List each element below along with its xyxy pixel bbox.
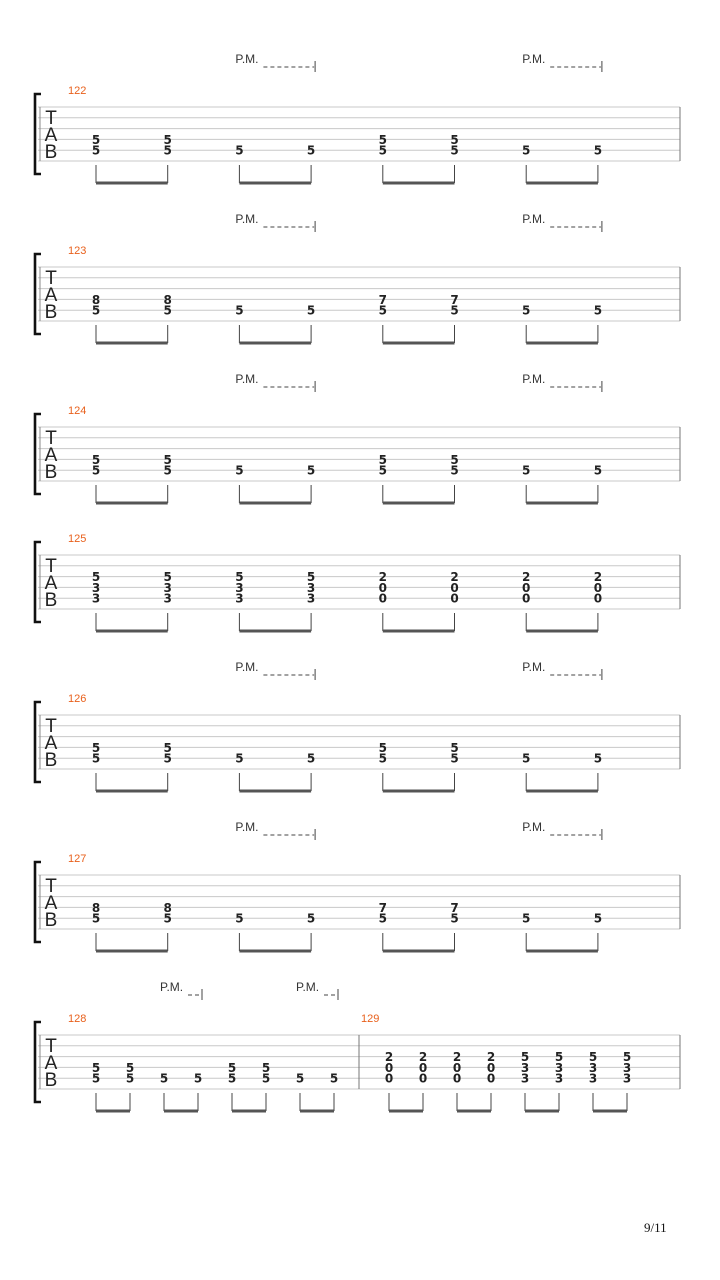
- fret-number: 5: [593, 303, 603, 318]
- fret-number: 5: [235, 303, 244, 318]
- fret-number: 5: [91, 132, 101, 147]
- fret-number: 3: [163, 580, 172, 595]
- fret-number: 2: [378, 570, 387, 585]
- fret-number: 5: [554, 1050, 564, 1065]
- measure-number: 122: [68, 85, 87, 97]
- tab-clef-letter: B: [44, 910, 58, 931]
- tab-clef-letter: A: [44, 1053, 58, 1074]
- fret-number: 7: [450, 900, 459, 915]
- fret-number: 5: [378, 303, 387, 318]
- fret-number: 5: [235, 911, 244, 926]
- fret-number: 8: [91, 900, 101, 915]
- tab-clef-letter: A: [44, 573, 58, 594]
- fret-number: 3: [554, 1060, 564, 1075]
- tab-clef-letter: A: [44, 733, 58, 754]
- fret-number: 5: [522, 463, 531, 478]
- fret-number: 5: [163, 143, 172, 158]
- palm-mute-label: P.M.: [522, 52, 546, 66]
- fret-number: 5: [227, 1071, 237, 1086]
- palm-mute-label: P.M.: [160, 980, 184, 994]
- fret-number: 5: [378, 452, 387, 467]
- fret-number: 8: [163, 292, 172, 307]
- tab-clef-letter: T: [45, 428, 57, 449]
- fret-number: 0: [486, 1071, 496, 1086]
- tab-clef-letter: B: [44, 590, 58, 611]
- fret-number: 5: [306, 570, 316, 585]
- palm-mute-label: P.M.: [235, 660, 259, 674]
- tab-clef-letter: T: [45, 108, 57, 129]
- fret-number: 5: [306, 303, 316, 318]
- fret-number: 3: [306, 591, 316, 606]
- fret-number: 2: [452, 1050, 462, 1065]
- fret-number: 3: [588, 1060, 598, 1075]
- fret-number: 5: [306, 143, 316, 158]
- fret-number: 5: [163, 911, 172, 926]
- fret-number: 5: [306, 751, 316, 766]
- fret-number: 5: [378, 143, 387, 158]
- fret-number: 5: [450, 463, 459, 478]
- tab-clef-letter: B: [44, 750, 58, 771]
- fret-number: 5: [193, 1071, 203, 1086]
- tab-clef-letter: B: [44, 1070, 58, 1091]
- fret-number: 5: [163, 132, 172, 147]
- measure-number: 129: [361, 1013, 380, 1025]
- palm-mute-label: P.M.: [522, 372, 546, 386]
- fret-number: 0: [378, 580, 387, 595]
- fret-number: 5: [593, 143, 603, 158]
- fret-number: 2: [418, 1050, 428, 1065]
- fret-number: 3: [306, 580, 316, 595]
- fret-number: 2: [522, 570, 531, 585]
- measure-number: 128: [68, 1013, 87, 1025]
- fret-number: 5: [235, 463, 244, 478]
- fret-number: 7: [378, 900, 387, 915]
- tab-clef-letter: A: [44, 125, 58, 146]
- fret-number: 5: [295, 1071, 305, 1086]
- fret-number: 5: [450, 143, 459, 158]
- fret-number: 3: [622, 1071, 632, 1086]
- palm-mute-label: P.M.: [522, 212, 546, 226]
- palm-mute-label: P.M.: [296, 980, 320, 994]
- fret-number: 5: [91, 751, 101, 766]
- fret-number: 5: [593, 463, 603, 478]
- fret-number: 2: [486, 1050, 496, 1065]
- fret-number: 5: [159, 1071, 169, 1086]
- fret-number: 2: [593, 570, 603, 585]
- fret-number: 5: [91, 740, 101, 755]
- measure-number: 125: [68, 533, 87, 545]
- fret-number: 5: [91, 463, 101, 478]
- fret-number: 0: [418, 1071, 428, 1086]
- fret-number: 3: [622, 1060, 632, 1075]
- fret-number: 5: [261, 1060, 271, 1075]
- fret-number: 8: [163, 900, 172, 915]
- fret-number: 0: [384, 1060, 394, 1075]
- fret-number: 2: [384, 1050, 394, 1065]
- measure-number: 123: [68, 245, 87, 257]
- fret-number: 3: [235, 591, 244, 606]
- fret-number: 0: [384, 1071, 394, 1086]
- fret-number: 0: [593, 580, 603, 595]
- fret-number: 5: [450, 751, 459, 766]
- palm-mute-label: P.M.: [522, 820, 546, 834]
- fret-number: 0: [486, 1060, 496, 1075]
- fret-number: 3: [163, 591, 172, 606]
- fret-number: 5: [91, 1060, 101, 1075]
- tab-clef-letter: B: [44, 142, 58, 163]
- fret-number: 0: [418, 1060, 428, 1075]
- fret-number: 5: [378, 132, 387, 147]
- fret-number: 5: [163, 751, 172, 766]
- fret-number: 5: [450, 452, 459, 467]
- fret-number: 5: [235, 143, 244, 158]
- fret-number: 5: [235, 570, 244, 585]
- palm-mute-label: P.M.: [235, 52, 259, 66]
- fret-number: 3: [235, 580, 244, 595]
- fret-number: 5: [91, 452, 101, 467]
- fret-number: 5: [163, 570, 172, 585]
- measure-number: 124: [68, 405, 87, 417]
- fret-number: 5: [125, 1060, 135, 1075]
- fret-number: 5: [378, 911, 387, 926]
- fret-number: 5: [329, 1071, 339, 1086]
- fret-number: 5: [163, 303, 172, 318]
- tab-clef-letter: T: [45, 1036, 57, 1057]
- fret-number: 5: [622, 1050, 632, 1065]
- fret-number: 5: [91, 911, 101, 926]
- fret-number: 0: [378, 591, 387, 606]
- fret-number: 5: [163, 740, 172, 755]
- tab-clef-letter: A: [44, 445, 58, 466]
- fret-number: 5: [306, 911, 316, 926]
- fret-number: 3: [520, 1060, 530, 1075]
- fret-number: 0: [450, 580, 459, 595]
- fret-number: 5: [235, 751, 244, 766]
- measure-number: 126: [68, 693, 87, 705]
- measure-number: 127: [68, 853, 87, 865]
- fret-number: 7: [378, 292, 387, 307]
- fret-number: 8: [91, 292, 101, 307]
- fret-number: 2: [450, 570, 459, 585]
- tab-clef-letter: T: [45, 268, 57, 289]
- fret-number: 5: [593, 911, 603, 926]
- fret-number: 5: [378, 740, 387, 755]
- palm-mute-label: P.M.: [235, 372, 259, 386]
- fret-number: 5: [450, 740, 459, 755]
- fret-number: 5: [91, 570, 101, 585]
- fret-number: 5: [520, 1050, 530, 1065]
- tab-clef-letter: B: [44, 462, 58, 483]
- fret-number: 5: [125, 1071, 135, 1086]
- fret-number: 5: [450, 911, 459, 926]
- fret-number: 5: [306, 463, 316, 478]
- fret-number: 0: [452, 1060, 462, 1075]
- fret-number: 0: [522, 580, 531, 595]
- fret-number: 5: [91, 143, 101, 158]
- fret-number: 5: [163, 463, 172, 478]
- fret-number: 0: [593, 591, 603, 606]
- tab-clef-letter: T: [45, 876, 57, 897]
- fret-number: 0: [522, 591, 531, 606]
- fret-number: 3: [91, 591, 101, 606]
- palm-mute-label: P.M.: [235, 212, 259, 226]
- fret-number: 0: [452, 1071, 462, 1086]
- tab-clef-letter: A: [44, 893, 58, 914]
- fret-number: 3: [554, 1071, 564, 1086]
- fret-number: 3: [91, 580, 101, 595]
- fret-number: 5: [91, 303, 101, 318]
- fret-number: 5: [522, 751, 531, 766]
- palm-mute-label: P.M.: [235, 820, 259, 834]
- fret-number: 3: [520, 1071, 530, 1086]
- palm-mute-label: P.M.: [522, 660, 546, 674]
- tab-clef-letter: T: [45, 716, 57, 737]
- fret-number: 5: [593, 751, 603, 766]
- fret-number: 0: [450, 591, 459, 606]
- fret-number: 5: [522, 911, 531, 926]
- tab-clef-letter: A: [44, 285, 58, 306]
- fret-number: 5: [91, 1071, 101, 1086]
- page-number: 9/11: [644, 1220, 667, 1235]
- fret-number: 5: [227, 1060, 237, 1075]
- fret-number: 5: [378, 463, 387, 478]
- fret-number: 5: [522, 303, 531, 318]
- fret-number: 5: [378, 751, 387, 766]
- tab-clef-letter: T: [45, 556, 57, 577]
- fret-number: 5: [450, 132, 459, 147]
- fret-number: 5: [261, 1071, 271, 1086]
- fret-number: 5: [588, 1050, 598, 1065]
- fret-number: 7: [450, 292, 459, 307]
- fret-number: 5: [450, 303, 459, 318]
- tab-clef-letter: B: [44, 302, 58, 323]
- fret-number: 5: [522, 143, 531, 158]
- fret-number: 3: [588, 1071, 598, 1086]
- fret-number: 5: [163, 452, 172, 467]
